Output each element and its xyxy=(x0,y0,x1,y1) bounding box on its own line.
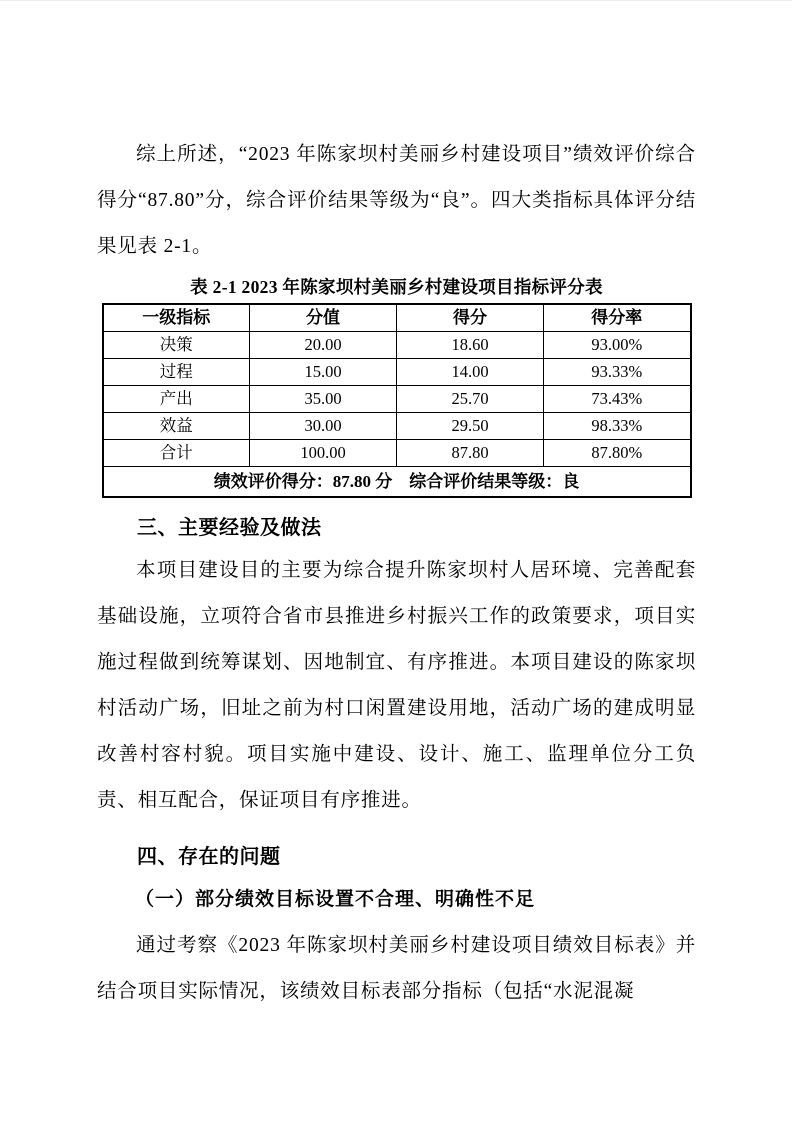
cell-indicator: 决策 xyxy=(103,332,250,359)
cell-score-rate: 73.43% xyxy=(544,386,691,413)
table-row xyxy=(103,359,691,386)
summary-paragraph: 综上所述，“2023 年陈家坝村美丽乡村建设项目”绩效评价综合得分“87.80”分，综合评价结果等级为“良”。四大类指标具体评分结果见表 2-1。 xyxy=(97,144,696,257)
table-row xyxy=(103,332,691,359)
section-4-1-heading: （一）部分绩效目标设置不合理、明确性不足 xyxy=(135,889,536,910)
cell-score-rate: 93.00% xyxy=(544,332,691,359)
section-3-heading: 三、主要经验及做法 xyxy=(137,517,322,539)
table-title: 表 2-1 2023 年陈家坝村美丽乡村建设项目指标评分表 xyxy=(190,277,603,297)
section-3-paragraph: 本项目建设目的主要为综合提升陈家坝村人居环境、完善配套基础设施，立项符合省市县推进乡村振兴工作的政策要求，项目实施过程做到统筹谋划、因地制宜、有序推进。本项目建设的陈家坝村活动广场，旧址之前为村口闲置建设用地，活动广场的建成明显改善村容村貌。项目实施中建设、设计、施工、监理单位分工负责、相互配合，保证项目有序推进。 xyxy=(97,560,696,811)
table-summary-text: 绩效评价得分：87.80 分 综合评价结果等级：良 xyxy=(103,467,691,498)
cell-score: 87.80 xyxy=(397,440,544,467)
cell-indicator: 合计 xyxy=(103,440,250,467)
header-cell-indicator: 一级指标 xyxy=(103,304,250,332)
cell-score-rate: 98.33% xyxy=(544,413,691,440)
table-row xyxy=(103,386,691,413)
table-header-row xyxy=(103,304,691,332)
cell-score-rate: 93.33% xyxy=(544,359,691,386)
cell-score: 29.50 xyxy=(397,413,544,440)
cell-indicator: 产出 xyxy=(103,386,250,413)
cell-max-score: 100.00 xyxy=(250,440,397,467)
indicator-score-table xyxy=(102,303,692,498)
table-row-total xyxy=(103,440,691,467)
cell-score: 14.00 xyxy=(397,359,544,386)
cell-score: 18.60 xyxy=(397,332,544,359)
table-row xyxy=(103,413,691,440)
table-summary-row xyxy=(103,467,691,498)
cell-max-score: 30.00 xyxy=(250,413,397,440)
section-4-heading: 四、存在的问题 xyxy=(137,846,281,868)
cell-max-score: 20.00 xyxy=(250,332,397,359)
header-cell-max-score: 分值 xyxy=(250,304,397,332)
cell-indicator: 效益 xyxy=(103,413,250,440)
cell-indicator: 过程 xyxy=(103,359,250,386)
cell-max-score: 15.00 xyxy=(250,359,397,386)
cell-max-score: 35.00 xyxy=(250,386,397,413)
header-cell-score: 得分 xyxy=(397,304,544,332)
cell-score-rate: 87.80% xyxy=(544,440,691,467)
section-4-1-paragraph: 通过考察《2023 年陈家坝村美丽乡村建设项目绩效目标表》并结合项目实际情况，该绩效目标表部分指标（包括“水泥混凝 xyxy=(97,935,696,1002)
header-cell-score-rate: 得分率 xyxy=(544,304,691,332)
cell-score: 25.70 xyxy=(397,386,544,413)
